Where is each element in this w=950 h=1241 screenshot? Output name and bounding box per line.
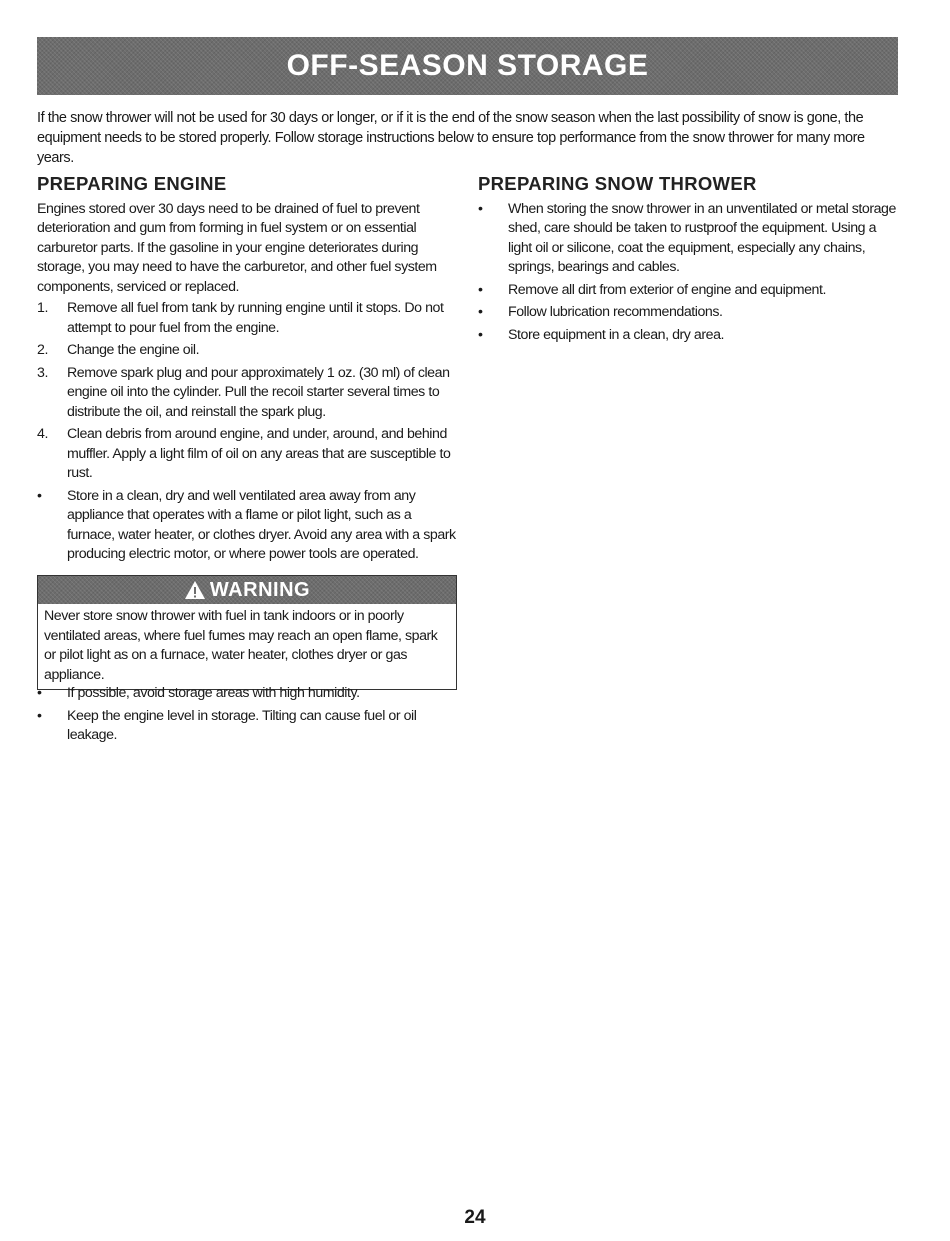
list-item — [478, 200, 898, 278]
list-marker: 2. — [37, 342, 48, 358]
list-item-text: Follow lubrication recommendations. — [508, 304, 723, 320]
preparing-engine-section — [37, 174, 457, 568]
list-item-text: Clean debris from around engine, and under, around, and behind muffler. Apply a light film of oil on any areas that are susceptible to rust. — [67, 426, 451, 481]
preparing-engine-heading: PREPARING ENGINE — [37, 173, 227, 194]
list-item — [37, 487, 457, 565]
list-item — [37, 684, 457, 704]
list-marker: • — [478, 200, 483, 217]
warning-label: WARNING — [209, 578, 311, 601]
preparing-snow-thrower-heading: PREPARING SNOW THROWER — [478, 173, 757, 194]
list-item — [478, 303, 898, 323]
list-item-text: Store in a clean, dry and well ventilated area away from any appliance that operates with a flame or pilot light, such as a furnace, water heater, or clothes dryer. Avoid any area with a spark producing electric motor, or where power tools are operated. — [67, 487, 456, 562]
engine-steps-list — [37, 299, 457, 565]
storage-tips-list — [37, 684, 457, 746]
list-marker: • — [37, 707, 42, 724]
warning-header — [38, 576, 456, 604]
warning-box — [37, 575, 457, 690]
list-item-text: Remove all fuel from tank by running engine until it stops. Do not attempt to pour fuel from the engine. — [67, 300, 444, 336]
list-marker: • — [37, 487, 42, 504]
list-marker: 4. — [37, 426, 48, 442]
list-item — [37, 299, 457, 338]
list-item — [37, 707, 457, 746]
list-item-text: If possible, avoid storage areas with high humidity. — [67, 685, 360, 701]
storage-tips-section — [37, 684, 457, 749]
list-item-text: Change the engine oil. — [67, 342, 200, 358]
intro-paragraph: If the snow thrower will not be used for 30 days or longer, or if it is the end of the snow season when the last possibility of snow is gone, the equipment needs to be stored properly. Follow storage instructions below to ensure top performance from the snow thrower for many more years. — [37, 110, 865, 166]
list-item-text: Remove spark plug and pour approximately 1 oz. (30 ml) of clean engine oil into the cylinder. Pull the recoil starter several times to distribute the oil, and reinstall the spark plug. — [67, 364, 450, 420]
list-item-text: Store equipment in a clean, dry area. — [508, 326, 725, 343]
warning-triangle-icon — [184, 580, 206, 600]
list-item-text: Keep the engine level in storage. Tilting can cause fuel or oil leakage. — [67, 707, 417, 743]
page-title: OFF-SEASON STORAGE — [286, 49, 649, 82]
list-marker: • — [478, 304, 483, 320]
list-item — [37, 341, 457, 361]
page-banner — [37, 37, 898, 95]
list-item — [478, 281, 898, 301]
list-marker: 1. — [37, 300, 48, 316]
warning-text: Never store snow thrower with fuel in tank indoors or in poorly ventilated areas, where fuel fumes may reach an open flame, spark or pilot light as on a furnace, water heater, clothes dryer or gas appliance. — [44, 608, 438, 683]
list-marker: 3. — [37, 364, 48, 381]
engine-intro-paragraph: Engines stored over 30 days need to be drained of fuel to prevent deterioration and gum from forming in fuel system or on essential carburetor parts. If the gasoline in your engine deteriorates during storage, you may need to have the carburetor, and other fuel system components, serviced or replaced. — [37, 200, 437, 295]
snow-thrower-list — [478, 200, 898, 346]
list-marker: • — [478, 326, 483, 343]
preparing-snow-thrower-section — [478, 174, 898, 348]
list-item — [478, 326, 898, 346]
list-item — [37, 425, 457, 484]
list-item-text: When storing the snow thrower in an unventilated or metal storage shed, care should be taken to rustproof the equipment. Using a light oil or silicone, coat the equipment, especially any chains, springs, bearings and cables. — [508, 200, 896, 275]
page-number: 24 — [464, 1207, 486, 1228]
list-item — [37, 364, 457, 423]
list-marker: • — [478, 281, 483, 298]
list-marker: • — [37, 685, 42, 701]
list-item-text: Remove all dirt from exterior of engine and equipment. — [508, 281, 826, 298]
